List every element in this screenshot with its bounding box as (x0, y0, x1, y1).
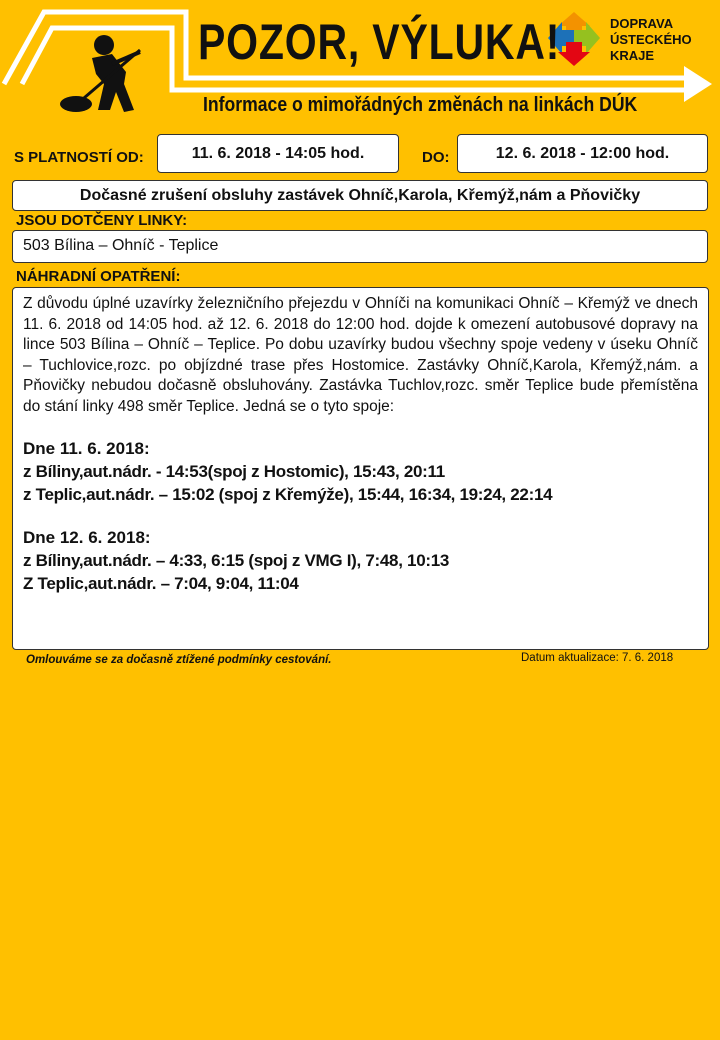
schedule-day-2 (23, 526, 698, 595)
worker-icon (60, 35, 140, 112)
page-title: POZOR, VÝLUKA! (198, 14, 561, 70)
brand-line: KRAJE (610, 48, 655, 63)
brand-line: ÚSTECKÉHO (610, 32, 692, 47)
valid-from-label: S PLATNOSTÍ OD: (14, 149, 144, 166)
schedule-row: z Teplic,aut.nádr. – 15:02 (spoj z Křemýže), 15:44, 16:34, 19:24, 22:14 (23, 485, 553, 504)
brand-line: DOPRAVA (610, 16, 674, 31)
schedule-row: z Bíliny,aut.nádr. - 14:53(spoj z Hostomic), 15:43, 20:11 (23, 462, 445, 481)
replacement-box (12, 287, 709, 650)
brand-name (610, 16, 692, 64)
lines-value: 503 Bílina – Ohníč - Teplice (12, 230, 708, 263)
notice-title: Dočasné zrušení obsluhy zastávek Ohníč,Karola, Křemýž,nám a Pňovičky (12, 180, 708, 211)
schedule-day-1 (23, 437, 698, 506)
schedule-heading: Dne 11. 6. 2018: (23, 439, 150, 458)
lines-label: JSOU DOTČENY LINKY: (16, 212, 188, 229)
apology-note: Omlouváme se za dočasně ztížené podmínky cestování. (26, 654, 332, 666)
update-date: Datum aktualizace: 7. 6. 2018 (521, 652, 674, 664)
schedule-row: Z Teplic,aut.nádr. – 7:04, 9:04, 11:04 (23, 574, 299, 593)
header-banner (0, 0, 720, 128)
schedule-heading: Dne 12. 6. 2018: (23, 528, 151, 547)
page-subtitle: Informace o mimořádných změnách na linkách DÚK (203, 94, 638, 116)
replacement-paragraph: Z důvodu úplné uzavírky železničního přejezdu v Ohníči na komunikaci Ohníč – Křemýž ve dnech 11. 6. 2018 od 14:05 hod. až 12. 6. 2018 do 12:00 hod. dojde k omezení autobusové dopravy na lince 503 Bílina – Ohníč – Teplice. Po dobu uzavírky budou všechny spoje vedeny v úseku Ohníč – Tuchlovice,rozc. po objízdné trase přes Hostomice. Zastávky Ohníč,Karola, Křemýž,nám. a Pňovičky nebudou dočasně obsluhovány. Zastávka Tuchlov,rozc. směr Teplice bude přemístěna do stání linky 498 směr Teplice. Jedná se o tyto spoje: (23, 295, 698, 415)
replacement-label: NÁHRADNÍ OPATŘENÍ: (16, 268, 181, 285)
valid-from-value: 11. 6. 2018 - 14:05 hod. (157, 134, 399, 173)
valid-to-value: 12. 6. 2018 - 12:00 hod. (457, 134, 708, 173)
schedule-row: z Bíliny,aut.nádr. – 4:33, 6:15 (spoj z VMG I), 7:48, 10:13 (23, 551, 450, 570)
valid-to-label: DO: (422, 149, 450, 166)
